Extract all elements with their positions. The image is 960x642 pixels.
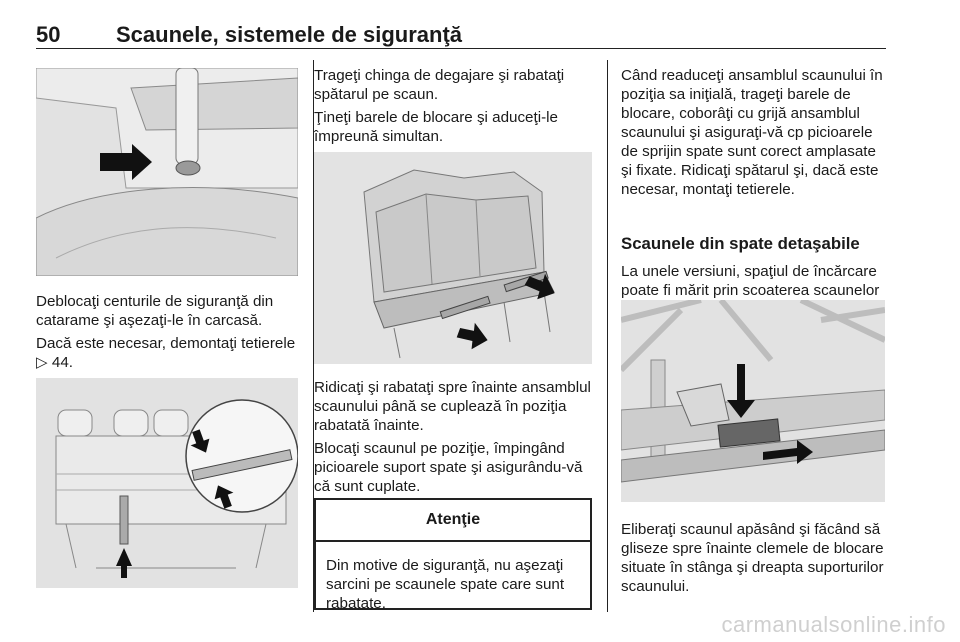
column3-paragraph-1: Când readuceţi ansamblul scaunului în poziţia sa iniţială, trageţi barele de blocare, coborâţi cu grijă ansamblul scaunului şi asiguraţi-vă cp picioarele de sprijin spate sunt corect amplasate şi fixate. Ridicaţi spătarul şi, dacă este necesar, montaţi tetierele. — [621, 67, 883, 198]
column2-paragraph-4: Blocaţi scaunul pe poziţie, împingând picioarele suport spate şi asigurându-vă că sunt cuplate. — [314, 440, 583, 495]
figure-seatbelt-buckle — [36, 68, 298, 276]
folded-seat-illustration — [314, 152, 592, 364]
column2-paragraph-3: Ridicaţi şi rabataţi spre înainte ansamblul scaunului până se cuplează în poziţia rabatată înainte. — [314, 379, 591, 434]
column3-paragraph-2: La unele versiuni, spaţiul de încărcare poate fi mărit prin scoaterea scaunelor — [621, 263, 880, 299]
seatbelt-buckle-illustration — [36, 68, 298, 276]
chapter-title: Scaunele, sistemele de siguranţă — [116, 22, 463, 47]
figure-bench-seat-rods — [36, 378, 298, 588]
figure-seat-clip-release — [621, 300, 885, 502]
column2-paragraph-2: Ţineţi barele de blocare şi aduceţi-le împreună simultan. — [314, 109, 558, 145]
page-header — [36, 8, 886, 49]
column1-paragraph-2: Dacă este necesar, demontaţi tetierele ▷ 44. — [36, 335, 296, 371]
figure-folded-seat — [314, 152, 592, 364]
warning-title: Atenţie — [316, 500, 590, 542]
column-divider-2 — [607, 60, 608, 612]
warning-body: Din motive de siguranţă, nu aşezaţi sarcini pe scaunele spate care sunt rabatate. — [326, 557, 565, 612]
column1-paragraph-1: Deblocaţi centurile de siguranţă din catarame şi aşezaţi-le în carcasă. — [36, 293, 274, 329]
bench-seat-rods-illustration — [36, 378, 298, 588]
column3-paragraph-3: Eliberaţi scaunul apăsând şi făcând să gliseze spre înainte clemele de blocare situate în stânga şi dreapta suporturilor scaunului. — [621, 521, 884, 595]
warning-box — [314, 498, 592, 610]
seat-clip-release-illustration — [621, 300, 885, 502]
section-heading: Scaunele din spate detaşabile — [621, 234, 860, 253]
column2-paragraph-1: Trageţi chinga de degajare şi rabataţi spătarul pe scaun. — [314, 67, 565, 103]
page-number: 50 — [36, 22, 61, 47]
watermark-link[interactable]: carmanualsonline.info — [721, 612, 946, 637]
